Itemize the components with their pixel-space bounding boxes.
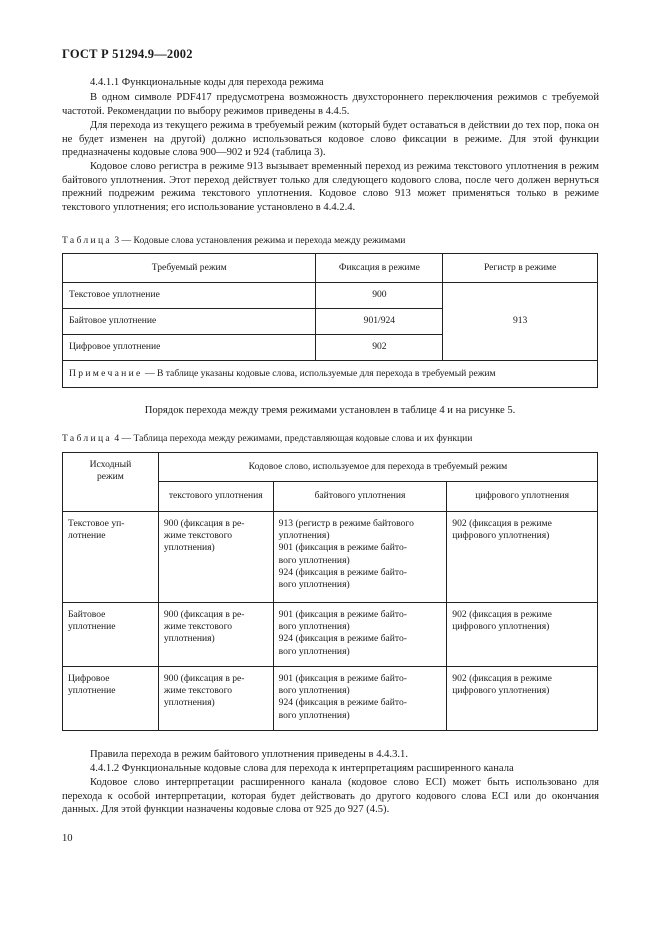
table-4-subheader-text: текстового уплотнения — [158, 482, 273, 512]
table-3-caption-label: Таблица — [62, 235, 112, 246]
table-4-header-group: Кодовое слово, используемое для перехода в требуемый режим — [158, 453, 597, 482]
table-4-byte-cell: 901 (фиксация в режиме байто- вого уплотнения) 924 (фиксация в режиме байто- вого уплотнения) — [273, 603, 447, 667]
table-3-shift-cell: 913 — [443, 283, 598, 361]
table-3-header-mode: Требуемый режим — [63, 254, 316, 283]
table-3-header-latch: Фиксация в режиме — [316, 254, 443, 283]
table-4-text-cell: 900 (фиксация в ре- жиме текстового уплотнения) — [158, 603, 273, 667]
table-4-numeric-cell: 902 (фиксация в режиме цифрового уплотнения) — [447, 512, 598, 603]
table-4-caption — [62, 433, 472, 444]
table-3-header-row — [63, 254, 598, 283]
table-4-source-cell: Цифровое уплотнение — [63, 667, 159, 731]
table-4-header-source: Исходный режим — [63, 453, 159, 512]
table-3-latch-cell: 902 — [316, 335, 443, 361]
paragraph-bidirectional-switching: В одном символе PDF417 предусмотрена возможность двухстороннего переключения режимов с требуемой частотой. Рекомендации по выбору режимов приведены в 4.4.5. — [62, 92, 599, 117]
table-4-numeric-cell: 902 (фиксация в режиме цифрового уплотнения) — [447, 603, 598, 667]
section-heading-4-4-1-1: 4.4.1.1 Функциональные коды для перехода режима — [90, 77, 324, 88]
table-3 — [62, 253, 598, 388]
paragraph-shift-codeword: Кодовое слово регистра в режиме 913 вызывает временный переход из режима текстового уплотнения в режим байтового уплотнения. Этот переход действует только для следующего кодового слова, после чего должен вернуться прежний подрежим режима текстового уплотнения. Кодовое слово 913 может применяться только в режиме текстового уплотнения; его использование установлено в 4.4.2.4. — [62, 161, 599, 213]
paragraph-eci-codeword: Кодовое слово интерпретации расширенного канала (кодовое слово ECI) может быть использовано для перехода к особой интерпретации, которая будет действовать до другого кодового слова ECI или до окончания данных. Для этой функции назначены кодовые слова от 925 до 927 (4.5). — [62, 777, 599, 816]
table-4-text-cell: 900 (фиксация в ре- жиме текстового уплотнения) — [158, 512, 273, 603]
table-4-numeric-cell: 902 (фиксация в режиме цифрового уплотнения) — [447, 667, 598, 731]
table-3-note-row — [63, 361, 598, 388]
document-header: ГОСТ Р 51294.9—2002 — [62, 47, 193, 61]
table-4-source-cell: Байтовое уплотнение — [63, 603, 159, 667]
table-3-mode-cell: Текстовое уплотнение — [63, 283, 316, 309]
table-row — [63, 283, 598, 309]
table-3-caption — [62, 235, 405, 246]
table-4-caption-text: 4 — Таблица перехода между режимами, представляющая кодовые слова и их функции — [111, 433, 473, 444]
table-3-caption-text: 3 — Кодовые слова установления режима и перехода между режимами — [111, 235, 406, 246]
table-3-mode-cell: Цифровое уплотнение — [63, 335, 316, 361]
table-3-note — [63, 361, 598, 388]
page-number: 10 — [62, 833, 73, 844]
paragraph-transition-order: Порядок перехода между тремя режимами установлен в таблице 4 и на рисунке 5. — [144, 405, 516, 416]
table-3-note-label: Примечание — [69, 367, 143, 379]
table-3-header-shift: Регистр в режиме — [443, 254, 598, 283]
table-row — [63, 512, 598, 603]
table-4-subheader-numeric: цифрового уплотнения — [447, 482, 598, 512]
paragraph-byte-mode-rules: Правила перехода в режим байтового уплотнения приведены в 4.4.3.1. — [90, 749, 408, 760]
table-row — [63, 667, 598, 731]
table-4-source-cell: Текстовое уп- лотнение — [63, 512, 159, 603]
table-3-latch-cell: 901/924 — [316, 309, 443, 335]
table-4 — [62, 452, 598, 731]
table-4-text-cell: 900 (фиксация в ре- жиме текстового уплотнения) — [158, 667, 273, 731]
table-3-note-text: — В таблице указаны кодовые слова, используемые для перехода в требуемый режим — [142, 367, 496, 379]
table-3-mode-cell: Байтовое уплотнение — [63, 309, 316, 335]
table-4-header-row — [63, 453, 598, 482]
table-4-byte-cell: 913 (регистр в режиме байтового уплотнения) 901 (фиксация в режиме байто- вого уплотнения) 924 (фиксация в режиме байто- вого уплотнения) — [273, 512, 447, 603]
table-row — [63, 603, 598, 667]
section-heading-4-4-1-2: 4.4.1.2 Функциональные кодовые слова для перехода к интерпретациям расширенного канала — [90, 763, 514, 774]
table-3-latch-cell: 900 — [316, 283, 443, 309]
paragraph-latch-codewords: Для перехода из текущего режима в требуемый режим (который будет оставаться в действии до тех пор, пока он не будет изменен на другой) должно использоваться кодовое слово фиксации в режиме. Для этой функции предназначены кодовые слова 900—902 и 924 (таблица 3). — [62, 120, 599, 159]
table-4-byte-cell: 901 (фиксация в режиме байто- вого уплотнения) 924 (фиксация в режиме байто- вого уплотнения) — [273, 667, 447, 731]
table-4-subheader-byte: байтового уплотнения — [273, 482, 447, 512]
table-4-caption-label: Таблица — [62, 433, 112, 444]
